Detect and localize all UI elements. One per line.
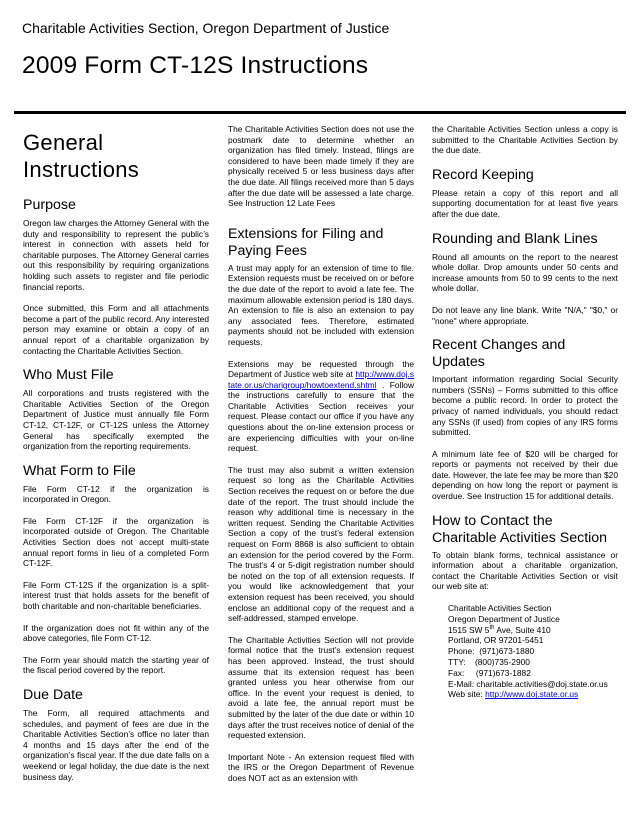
- page-title: 2009 Form CT-12S Instructions: [22, 52, 369, 79]
- record-keeping-heading: Record Keeping: [432, 166, 534, 183]
- contact-paragraph: To obtain blank forms, technical assistance or information about a charitable organization, contact the Charitable Activities Section or visit our web site at:: [432, 549, 618, 592]
- due-date-paragraph: The Form, all required attachments and schedules, and payment of fees are due in the Charitable Activities Section’s office no later than 4 months and 15 days after the end of the organization’s fiscal year. If the due date falls on a weekend or legal holiday, the due date is the next business day.: [23, 708, 209, 782]
- who-must-file-heading: Who Must File: [23, 367, 114, 384]
- website-link[interactable]: http://www.doj.state.or.us: [485, 689, 579, 700]
- rounding-heading: Rounding and Blank Lines: [432, 230, 598, 247]
- general-instructions-heading: General Instructions: [23, 130, 140, 182]
- what-form-heading: What Form to File: [23, 462, 136, 479]
- address-phone: Phone: (971)673-1880: [448, 646, 535, 657]
- extensions-online-paragraph: [228, 359, 414, 454]
- header-rule: [14, 111, 626, 114]
- address-fax: Fax: (971)673-1882: [448, 667, 531, 678]
- what-form-paragraph: The Form year should match the starting year of the fiscal period covered by the report.: [23, 654, 209, 676]
- extensions-online-text: Extensions may be requested through the Department of Justice web site at: [228, 358, 414, 380]
- extension-link[interactable]: http://www.doj.state.or.us/charigroup/howtoextend.shtml: [228, 369, 414, 390]
- extensions-paragraph: Important Note - An extension request filed with the IRS or the Oregon Department of Revenue does NOT act as an extension with: [228, 751, 414, 783]
- address-email: E-Mail: charitable.activities@doj.state.or.us: [448, 678, 608, 689]
- address-street: 1515 SW 5th Ave, Suite 410: [448, 624, 551, 635]
- purpose-paragraph: Oregon law charges the Attorney General with the duty and responsibility to represent the public’s interest in connection with assets held for charitable purposes. The Attorney General carries out this responsibility by requiring organizations holding such assets to register and file periodic financial reports.: [23, 218, 209, 292]
- extensions-paragraph: A trust may apply for an extension of time to file. Extension requests must be received on or before the due date of the report to avoid a late fee. The maximum allowable extension period is 180 days. An extension to file is also an extension to pay any associated fees. Therefore, estimated payments should not be included with extension requests.: [228, 262, 414, 347]
- rounding-paragraph: Do not leave any line blank. Write "N/A," "$0," or "none" where appropriate.: [432, 304, 618, 326]
- due-date-heading: Due Date: [23, 687, 83, 703]
- contact-address: [448, 603, 618, 700]
- record-keeping-paragraph: Please retain a copy of this report and all supporting documentation for at least five years after the due date.: [432, 187, 618, 219]
- extensions-heading: Extensions for Filing and Paying Fees: [228, 225, 384, 259]
- column-right: [432, 124, 618, 700]
- what-form-paragraph: File Form CT-12 if the organization is incorporated in Oregon.: [23, 483, 209, 505]
- address-website: Web site: http://www.doj.state.or.us: [448, 689, 579, 700]
- recent-changes-paragraph: Important information regarding Social Security numbers (SSNs) – Forms submitted to this office become a public record. In order to protect the privacy of named individuals, you should redact any SSNs (if used) from copies of any IRS forms submitted.: [432, 374, 618, 438]
- extensions-paragraph: The trust may also submit a written extension request so long as the Charitable Activities Section receives the request on or before the due date of the report. The trust should include the reason why additional time is necessary in the written request. Sending the Charitable Activities Section a copy of the trust’s federal extension request on Form 8868 is also sufficient to obtain an extension for the period covered by the Form. The trust’s 4 or 5-digit registration number should be noted on the top of all extension requests. If you would like acknowledgement that your extension request has been received, you should enclose an additional copy of the request and a self-addressed, stamped envelope.: [228, 464, 414, 624]
- purpose-paragraph: Once submitted, this Form and all attachments become a part of the public record. Any interested person may examine or obtain a copy of an annual report of a charitable organization by contacting the Charitable Activities Section.: [23, 303, 209, 356]
- who-must-file-paragraph: All corporations and trusts registered with the Charitable Activities Section of the Oregon Department of Justice must annually file Form CT-12, CT-12F, or CT-12S unless the Attorney General has specifically exempted the organization from the reporting requirements.: [23, 388, 209, 452]
- address-name: Charitable Activities Section: [448, 603, 552, 614]
- address-tty: TTY: (800)735-2900: [448, 657, 530, 668]
- what-form-paragraph: File Form CT-12F if the organization is incorporated outside of Oregon. The Charitable Activities Section does not accept multi-state annual report forms in lieu of a completed Form CT-12F.: [23, 515, 209, 569]
- extensions-online-text-cont: . Follow the instructions carefully to ensure that the Charitable Activities Section receives your request. Please contact our office if you have any questions about the on-line extension process or are experiencing difficulties with your on-line request.: [228, 379, 414, 454]
- rounding-paragraph: Round all amounts on the report to the nearest whole dollar. Drop amounts under 50 cents and increase amounts from 50 to 99 cents to the next whole dollar.: [432, 251, 618, 294]
- postmark-paragraph: The Charitable Activities Section does not use the postmark date to determine whether an organization has filed timely. Instead, filings are considered to have been made timely if they are physically received 5 or less business days after the due date. All filings received more than 5 days after the due date will be assessed a late charge. See Instruction 12 Late Fees: [228, 124, 414, 209]
- extensions-paragraph: The Charitable Activities Section will not provide formal notice that the trust’s extension request has been approved. Instead, the trust should assume that its extension request has been granted unless you hear otherwise from our office. In the event your request is denied, to avoid a late fee, the annual report must be submitted by the later of the due date or within 10 days after the trust receives notice of denial of the requested extension.: [228, 634, 414, 741]
- column-middle: [228, 124, 414, 794]
- address-city: Portland, OR 97201-5451: [448, 635, 544, 646]
- recent-changes-heading: Recent Changes and Updates: [432, 337, 566, 371]
- continued-paragraph: the Charitable Activities Section unless a copy is submitted to the Charitable Activities Section by the due date.: [432, 124, 618, 156]
- contact-heading: How to Contact the Charitable Activities Section: [432, 512, 608, 546]
- what-form-paragraph: File Form CT-12S if the organization is a split-interest trust that holds assets for the benefit of both charitable and non-charitable beneficiaries.: [23, 579, 209, 612]
- what-form-paragraph: If the organization does not fit within any of the above categories, file Form CT-12.: [23, 622, 209, 644]
- column-left: [23, 124, 209, 793]
- address-dept: Oregon Department of Justice: [448, 613, 560, 624]
- agency-header: Charitable Activities Section, Oregon Department of Justice: [22, 20, 390, 36]
- purpose-heading: Purpose: [23, 197, 76, 213]
- recent-changes-paragraph: A minimum late fee of $20 will be charged for reports or payments not received by their due date. However, the late fee may be more than $20 depending on how long the report or payment is overdue. See Instruction 15 for additional details.: [432, 448, 618, 502]
